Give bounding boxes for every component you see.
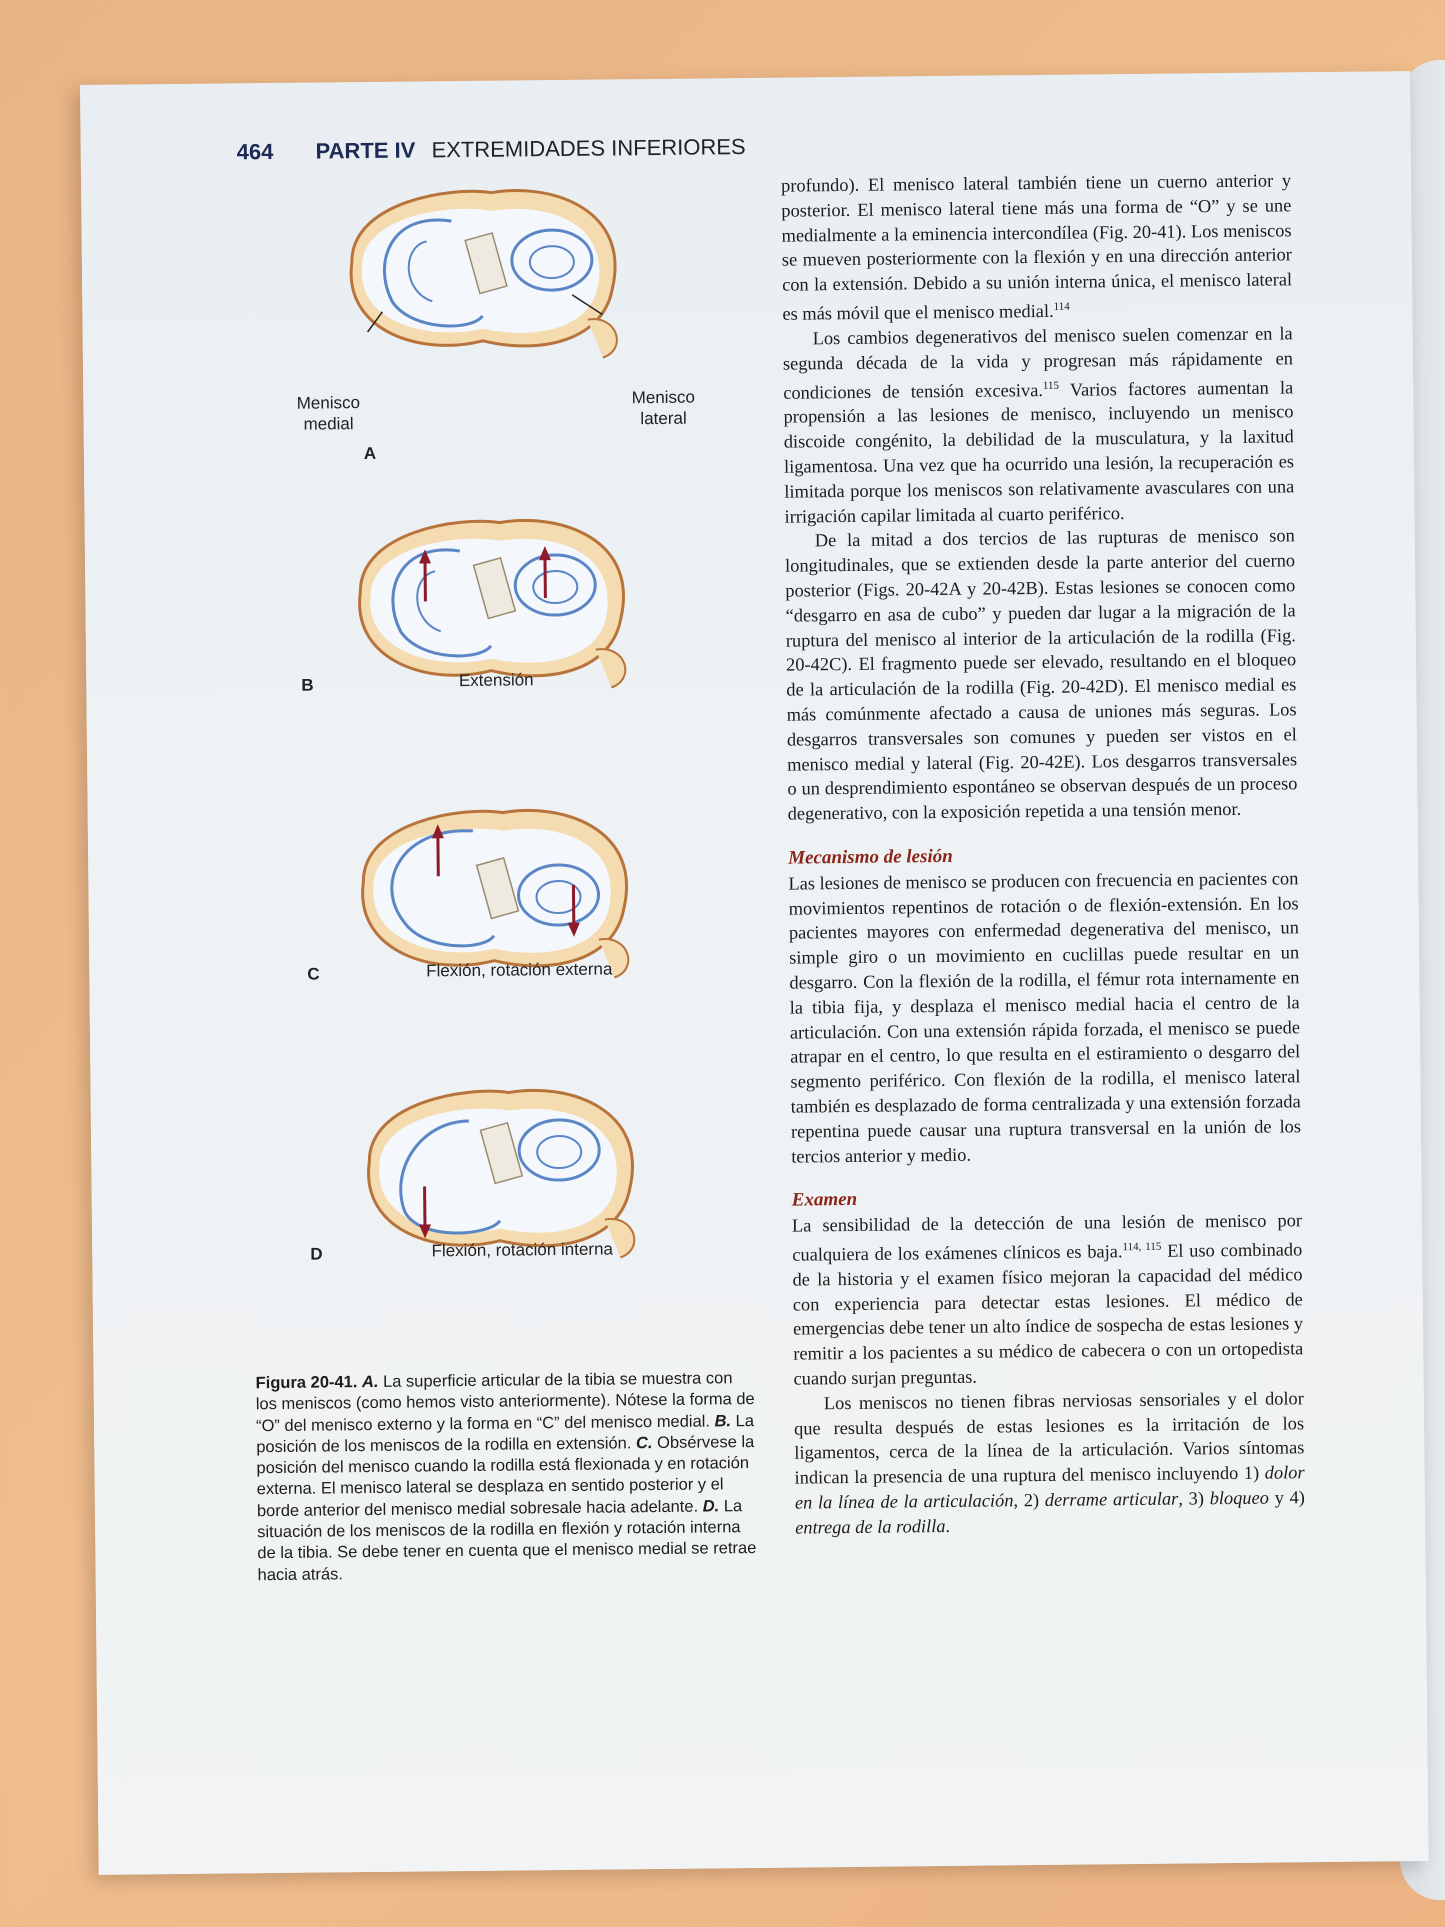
part-title: EXTREMIDADES INFERIORES — [431, 134, 746, 163]
caption-a: A. — [361, 1372, 379, 1392]
book-page — [80, 71, 1429, 1875]
caption-b: B. — [714, 1411, 732, 1431]
panel-letter-a: A — [363, 443, 377, 464]
paragraph-3: De la mitad a dos tercios de las rupturas de menisco son longitudinales, que se extienden desde la parte anterior del cuerno posterior (Figs. 20-42A y 20-42B). Estas lesiones se conocen como “desgarro en asa de cubo” y pueden dar lugar a la migración de la ruptura del menisco al interior de la articulación de la rodilla (Fig. 20-42C). El fragmento puede ser elevado, resultando en el bloqueo de la articulación de la rodilla (Fig. 20-42D). El menisco medial es más comúnmente afectado a causa de uniones más seguras. Los desgarros transversales son comunes y pueden ser vistos en el menisco medial y lateral (Fig. 20-42E). Los desgarros transversales o un desprendimiento espontáneo se observan después de un proceso degenerativo, con la exposición repetida a una tensión menor. — [784, 525, 1298, 824]
symptom-4: entrega de la rodilla — [795, 1515, 946, 1538]
body-column — [781, 168, 1305, 1540]
symptom-2: derrame articular — [1044, 1488, 1179, 1510]
label-flexion-rotacion-interna: Flexión, rotación interna — [431, 1239, 614, 1261]
symptom-3: bloqueo — [1209, 1487, 1270, 1509]
label-menisco-lateral — [613, 386, 713, 429]
paragraph-6-text-e: . — [945, 1515, 951, 1536]
caption-c: C. — [635, 1433, 653, 1453]
label-extension: Extensión — [458, 670, 534, 691]
paragraph-6-text-d: y 4) — [1268, 1487, 1305, 1508]
running-header — [237, 134, 746, 165]
panel-letter-b: B — [301, 675, 314, 695]
label-menisco-medial-line1: Menisco — [296, 393, 361, 413]
paragraph-4: Las lesiones de menisco se producen con frecuencia en pacientes con movimientos repentinos de rotación o de flexión-extensión. En los pacientes mayores con enfermedad degenerativa del menisco, un simple giro o un movimiento en cuclillas puede resultar en un desgarro. Con la flexión de la rodilla, el fémur rota internamente en la tibia fija, y desplaza el menisco medial hacia el centro de la articulación. Con una extensión rápida forzada, el menisco se puede atrapar en el centro, lo que resulta en el estiramiento o desgarro del segmento periférico. Con flexión de la rodilla, el menisco lateral también es desplazado de forma centralizada y una extensión forzada repentina puede causar una ruptura transversal en la unión de los tercios anterior y medio. — [788, 868, 1302, 1167]
label-menisco-lateral-line2: lateral — [640, 408, 687, 429]
reference-114-115: 114, 115 — [1122, 1240, 1162, 1254]
paragraph-2-text-a: Los cambios degenerativos del menisco suelen comenzar en la segunda década de la vida y progresan más rápidamente en condiciones de tensión excesiva. — [782, 323, 1294, 403]
paragraph-2-text-b: Varios factores aumentan la propensión a las lesiones de menisco, incluyendo un menisco discoide congénito, la debilidad de la musculatura, y la laxitud ligamentosa. Una vez que ha ocurrido una lesión, la recuperación es limitada porque los meniscos son relativamente avasculares con una irrigación capilar limitada al cuarto periférico. — [783, 376, 1295, 527]
heading-mecanismo: Mecanismo de lesión — [788, 845, 953, 869]
paragraph-6-text-c: , 3) — [1178, 1488, 1210, 1509]
heading-examen: Examen — [791, 1189, 858, 1211]
label-flexion-rotacion-externa: Flexión, rotación externa — [426, 959, 613, 981]
reference-114: 114 — [1053, 300, 1070, 313]
caption-lead: Figura 20-41. — [255, 1373, 358, 1393]
paragraph-6-text-b: , 2) — [1013, 1489, 1045, 1511]
reference-115: 115 — [1042, 379, 1060, 392]
paragraph-6-text-a: Los meniscos no tienen fibras nerviosas sensoriales y el dolor que resulta después de estas lesiones es la irritación de los ligamentos, cerca de la línea de la articulación. Varios síntomas indican la presencia de una ruptura del menisco incluyendo 1) — [794, 1388, 1305, 1488]
part-label: PARTE IV — [315, 137, 416, 164]
figure-panel-a — [331, 179, 633, 372]
caption-text-1: La superficie articular de la tibia se muestra con los meniscos (como hemos visto anteriormente). Nótese la forma de “O” del menisco externo y la forma en “C” del menisco medial. — [255, 1369, 755, 1435]
paragraph-6 — [794, 1386, 1306, 1540]
symptom-1: dolor en la línea de la articulación — [794, 1462, 1305, 1513]
caption-text-4: La situación de los meniscos de la rodilla en flexión y rotación interna de la tibia. Se debe tener en cuenta que el menisco medial se retrae hacia atrás. — [257, 1496, 757, 1584]
panel-letter-c: C — [307, 964, 320, 984]
caption-text-2: La posición de los meniscos de la rodilla en extensión. — [256, 1411, 755, 1457]
paragraph-2 — [783, 321, 1295, 529]
figure-caption — [255, 1368, 759, 1586]
panel-letter-d: D — [310, 1244, 323, 1264]
paragraph-5 — [792, 1208, 1304, 1391]
label-menisco-medial — [268, 392, 388, 435]
caption-text-3: Obsérvese la posición del menisco cuando la rodilla está flexionada y en rotación externa. El menisco lateral se desplaza en sentido posterior y el borde anterior del menisco medial sobresale hacia adelante. — [256, 1432, 755, 1521]
paragraph-1-text: profundo). El menisco lateral también tiene un cuerno anterior y posterior. El menisco lateral tiene más una forma de “O” y se une medialmente a la eminencia intercondílea (Fig. 20-41). Los meniscos se mueven posteriormente con la flexión y en una dirección anterior con la extensión. Debido a su unión interna única, el menisco lateral es más móvil que el menisco medial. — [780, 170, 1293, 324]
label-menisco-medial-line2: medial — [303, 414, 354, 434]
page-number: 464 — [236, 138, 274, 165]
label-menisco-lateral-line1: Menisco — [631, 387, 696, 408]
paragraph-5-text-b: El uso combinado de la historia y el examen físico mejoran la capacidad del médico con experiencia para detectar estas lesiones. El médico de emergencias debe tener un alto índice de sospecha de estas lesiones y remitir a los pacientes a su médico de cabecera o con un ortopedista cuando surjan preguntas. — [792, 1239, 1304, 1389]
paragraph-1 — [781, 168, 1293, 326]
paragraph-5-text-a: La sensibilidad de la detección de una lesión de menisco por cualquiera de los exámenes clínicos es baja. — [791, 1210, 1303, 1265]
caption-d: D. — [702, 1497, 720, 1516]
